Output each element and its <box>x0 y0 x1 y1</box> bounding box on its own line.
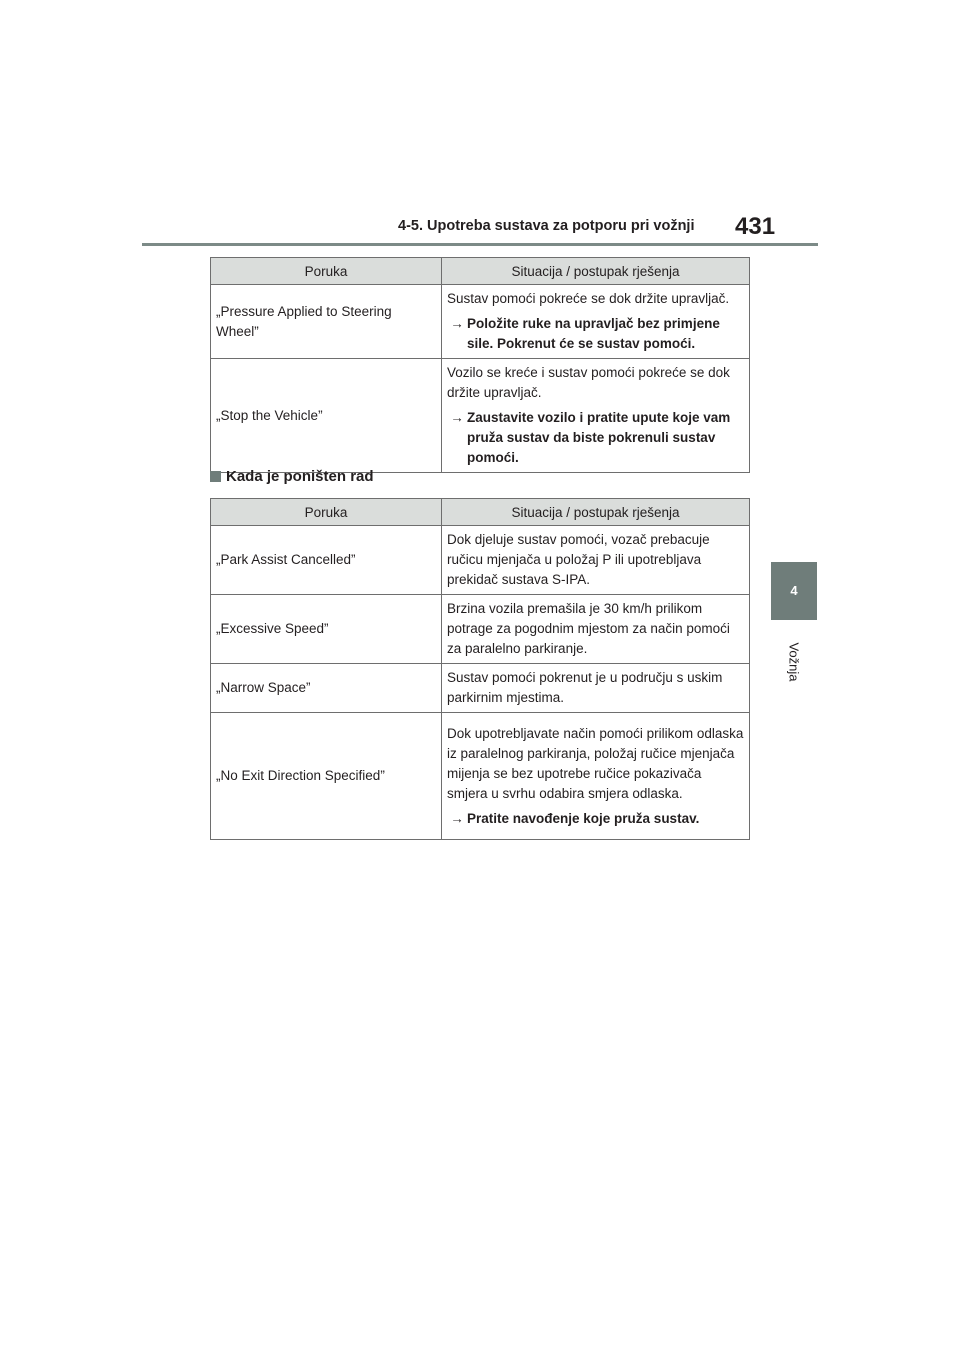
message-cell: „Stop the Vehicle” <box>211 359 442 473</box>
table-row <box>211 526 750 595</box>
column-header-situation: Situacija / postupak rješenja <box>442 499 750 526</box>
chapter-label <box>780 632 808 692</box>
message-cell: „Pressure Applied to Steering Wheel” <box>211 285 442 359</box>
action-text: Pratite navođenje koje pruža sustav. <box>467 810 700 826</box>
situation-cell <box>442 713 750 840</box>
table-row <box>211 359 750 473</box>
action-line <box>447 408 744 468</box>
situation-text: Sustav pomoći pokreće se dok držite upravljač. <box>447 291 730 306</box>
message-cell: „Excessive Speed” <box>211 595 442 664</box>
column-header-message: Poruka <box>211 258 442 285</box>
section-heading-text: Kada je poništen rad <box>226 468 374 485</box>
situation-cell <box>442 359 750 473</box>
table-row <box>211 595 750 664</box>
action-line <box>447 809 744 829</box>
situation-cell: Dok djeluje sustav pomoći, vozač prebacuje ručicu mjenjača u položaj P ili upotrebljava prekidač sustava S-IPA. <box>442 526 750 595</box>
message-cell: „No Exit Direction Specified” <box>211 713 442 840</box>
situation-cell: Sustav pomoći pokrenut je u području s uskim parkirnim mjestima. <box>442 664 750 713</box>
header-divider <box>142 243 818 246</box>
situation-text: Vozilo se kreće i sustav pomoći pokreće se dok držite upravljač. <box>447 365 730 400</box>
situation-text: Dok upotrebljavate način pomoći prilikom odlaska iz paralelnog parkiranja, položaj ručice mjenjača mijenja se bez upotrebe ručice pokazivača smjera u svrhu odabira smjera odlaska. <box>447 725 744 801</box>
situation-cell: Brzina vozila premašila je 30 km/h prilikom potrage za pogodnim mjestom za način pomoći za paralelno parkiranje. <box>442 595 750 664</box>
page-number: 431 <box>735 213 776 240</box>
situation-cell <box>442 285 750 359</box>
chapter-label-text: Vožnja <box>786 642 802 682</box>
square-bullet-icon <box>210 471 221 482</box>
chapter-tab[interactable]: 4 <box>771 562 817 620</box>
table-header-row <box>211 499 750 526</box>
message-table-1 <box>210 257 750 473</box>
arrow-icon: → <box>450 810 464 826</box>
message-cell: „Narrow Space” <box>211 664 442 713</box>
table-row <box>211 664 750 713</box>
arrow-icon: → <box>450 316 464 331</box>
section-heading <box>210 468 374 485</box>
section-title: 4-5. Upotreba sustava za potporu pri vožnji <box>398 218 695 234</box>
table-row <box>211 713 750 840</box>
column-header-situation: Situacija / postupak rješenja <box>442 258 750 285</box>
arrow-icon: → <box>450 410 464 425</box>
table-row <box>211 285 750 359</box>
message-cell: „Park Assist Cancelled” <box>211 526 442 595</box>
action-line <box>447 314 744 354</box>
table-header-row <box>211 258 750 285</box>
column-header-message: Poruka <box>211 499 442 526</box>
action-text: Zaustavite vozilo i pratite upute koje vam pruža sustav da biste pokrenuli sustav pomoći. <box>467 410 731 465</box>
message-table-2 <box>210 498 750 840</box>
action-text: Položite ruke na upravljač bez primjene sile. Pokrenut će se sustav pomoći. <box>467 316 720 351</box>
